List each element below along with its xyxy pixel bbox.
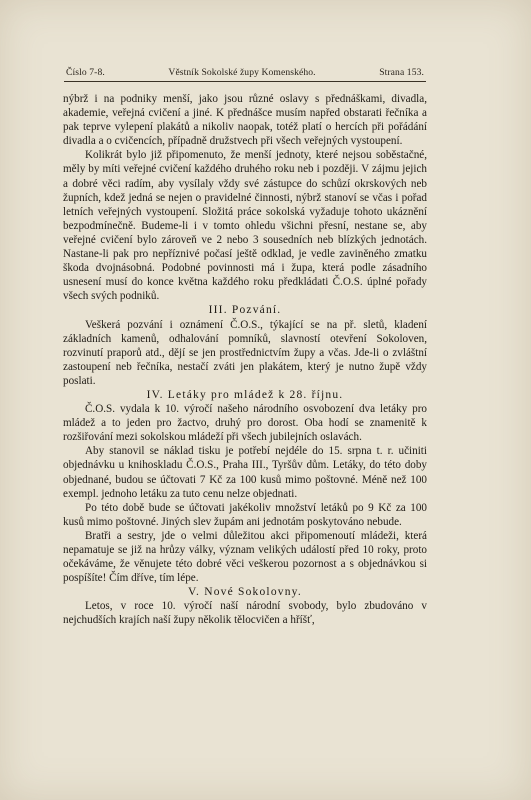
journal-title: Věstník Sokolské župy Komenského. [168, 67, 316, 78]
header-rule [64, 81, 426, 82]
paragraph-2: Kolikrát bylo již připomenuto, že menší jednoty, které nejsou soběstačné, měly by míti veřejné cvičení každého druhého roku neb i později. V zájmu jejich a dobré věci radím, aby vysílaly vždy své zástupce do schůzí okrskových neb župních, kdež jedná se nejen o pravidelné činnosti, nýbrž stanoví se včas i pořad letních veřejných vystoupení. Složitá práce sokolská vyžaduje tohoto ukáznění bezpodmínečně. Budeme-li i v tomto ohledu všichni přesní, nestane se, aby veřejné cvičení bylo zároveň ve 2 nebo 3 sousedních neb blízkých jednotách. Nastane-li pak pro nepříznivé počasí ještě odklad, je vedle zaviněného zmatku škoda dvojnásobná. Podobné povinnosti má i župa, která podle zásadního usnesení musí do konce května každého roku předkládati Č.O.S. úplné pořady všech svých podniků. [63, 149, 427, 303]
paragraph-3: Veškerá pozvání i oznámení Č.O.S., týkající se na př. sletů, kladení základních kamenů, odhalování pomníků, slavností otevření Sokoloven, rozvinutí praporů atd., dějí se jen prostřednictvím župy a včas. Jde-li o zvláštní zastoupení neb řečníka, nestačí zváti jen plakátem, který je nutno župě vždy poslati. [63, 318, 427, 387]
page-number: Strana 153. [379, 67, 424, 78]
paragraph-1: nýbrž i na podniky menší, jako jsou různé oslavy s přednáškami, divadla, akademie, veřejná cvičení a jiné. K přednášce musím napřed obstarati řečníka a pak teprve vylepení plakátů a nikoliv naopak, totéž platí o hercích při pořádání divadla a o cvičencích, případně družstvech při všech veřejných vystoupení. [63, 93, 427, 148]
article-body [63, 92, 427, 628]
paragraph-7: Bratři a sestry, jde o velmi důležitou akci připomenoutí mládeži, která nepamatuje se již na hrůzy války, význam velikých událostí před 10 roky, proto očekáváme, že věnujete této dobré věci veškerou pozornost a s objednávkou si pospíšíte! Čím dříve, tím lépe. [63, 529, 427, 585]
section-heading-5: V. Nové Sokolovny. [188, 586, 302, 599]
section-heading-3: III. Pozvání. [208, 304, 282, 317]
paragraph-4: Č.O.S. vydala k 10. výročí našeho národního osvobození dva letáky pro mládež a to jeden pro žactvo, druhý pro dorost. Oba hodí se znamenitě k rozšiřování mezi sokolskou mládeží při všech jubilejních oslavách. [63, 403, 427, 444]
paragraph-5: Aby stanovil se náklad tisku je potřebí nejdéle do 15. srpna t. r. učiniti objednávku u knihoskladu Č.O.S., Praha III., Tyršův dům. Letáky, do této doby objednané, budou se účtovati 7 Kč za 100 kusů mimo poštovné. Méně než 100 exempl. jednoho letáku za tuto cenu nelze objednati. [63, 445, 427, 500]
issue-number: Číslo 7-8. [66, 67, 105, 78]
paragraph-8: Letos, v roce 10. výročí naší národní svobody, bylo zbudováno v nejchudších krajích naší župy několik tělocvičen a hříšť, [63, 600, 427, 627]
section-heading-4: IV. Letáky pro mládež k 28. říjnu. [146, 388, 344, 401]
running-header [66, 67, 424, 78]
paragraph-6: Po této době bude se účtovati jakékoliv množství letáků po 9 Kč za 100 kusů mimo poštovné. Jiných slev župám ani jednotám poskytováno nebude. [63, 501, 427, 528]
